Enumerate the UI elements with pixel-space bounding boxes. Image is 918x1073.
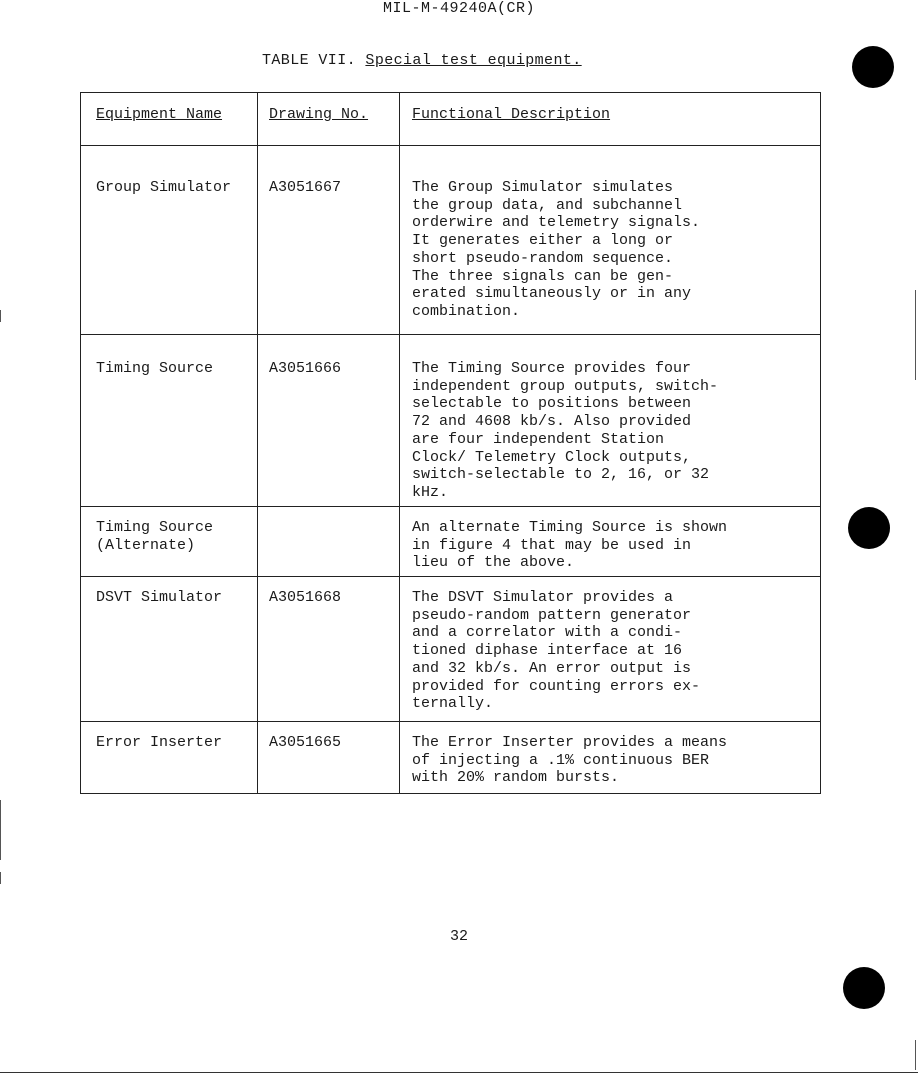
table-row [81, 577, 821, 722]
description-cell: The DSVT Simulator provides a pseudo-random pattern generator and a correlator with a condi- tioned diphase interface at 16 and 32 kb/s. An error output is provided for counting errors ex- ternally. [412, 589, 701, 713]
margin-mark [915, 290, 916, 380]
table-row [81, 335, 821, 507]
margin-mark [0, 872, 1, 884]
binder-hole-icon [852, 46, 894, 88]
table-number: TABLE VII. [262, 52, 366, 69]
table-row [81, 722, 821, 794]
equipment-name-cell: Timing Source (Alternate) [96, 519, 214, 554]
margin-mark [0, 800, 1, 860]
table-header-row [81, 93, 821, 146]
equipment-name-cell: DSVT Simulator [96, 589, 223, 606]
table-row [81, 507, 821, 577]
description-cell: The Error Inserter provides a means of injecting a .1% continuous BER with 20% random bursts. [412, 734, 728, 787]
description-cell: An alternate Timing Source is shown in figure 4 that may be used in lieu of the above. [412, 519, 728, 572]
drawing-number-cell: A3051667 [269, 179, 342, 196]
equipment-name-cell: Group Simulator [96, 179, 232, 196]
table-caption [262, 52, 582, 69]
column-header-drawing-no: Drawing No. [258, 93, 400, 146]
margin-mark [915, 1040, 916, 1070]
column-header-equipment-name: Equipment Name [81, 93, 258, 146]
margin-mark [0, 310, 1, 322]
description-cell: The Group Simulator simulates the group data, and subchannel orderwire and telemetry signals. It generates either a long or short pseudo-random sequence. The three signals can be gen- erated simultaneously or in any combination. [412, 179, 701, 320]
drawing-number-cell: A3051668 [269, 589, 342, 606]
table-title: Special test equipment. [365, 52, 582, 69]
binder-hole-icon [843, 967, 885, 1009]
document-id-header: MIL-M-49240A(CR) [382, 0, 536, 17]
equipment-name-cell: Timing Source [96, 360, 214, 377]
drawing-number-cell: A3051665 [269, 734, 342, 751]
special-test-equipment-table [80, 92, 821, 794]
drawing-number-cell: A3051666 [269, 360, 342, 377]
column-header-functional-description: Functional Description [400, 93, 821, 146]
description-cell: The Timing Source provides four independent group outputs, switch- selectable to positions between 72 and 4608 kb/s. Also provided are four independent Station Clock/ Telemetry Clock outputs, switch-selectable to 2, 16, or 32 kHz. [412, 360, 719, 501]
binder-hole-icon [848, 507, 890, 549]
equipment-name-cell: Error Inserter [96, 734, 223, 751]
page-number: 32 [449, 928, 468, 945]
table-row [81, 146, 821, 335]
